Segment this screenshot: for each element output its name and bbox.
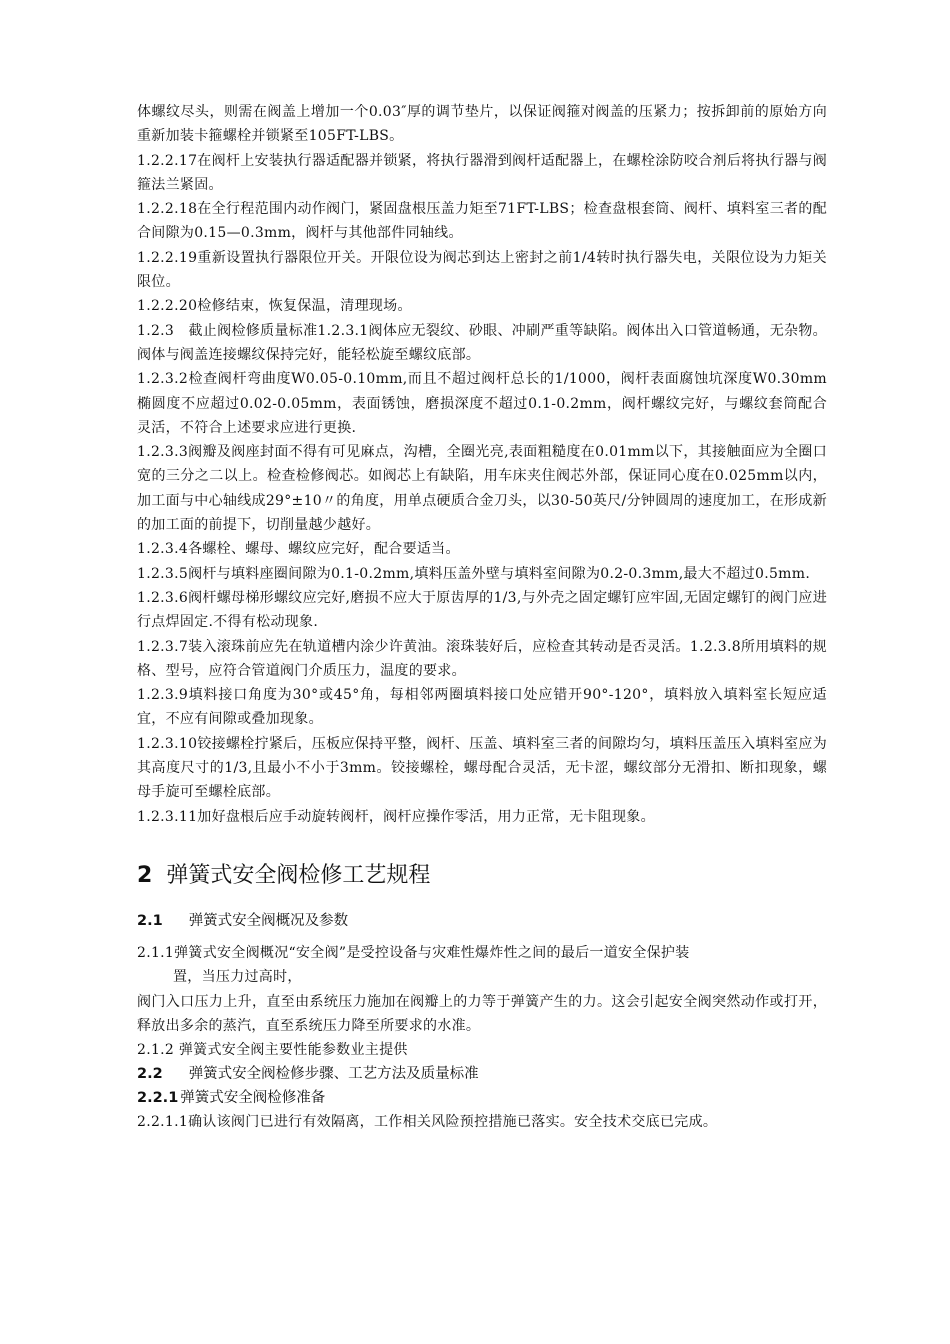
paragraph-2-1-2: 2.1.2 弹簧式安全阀主要性能参数业主提供 [137,1042,408,1059]
section-number: 2.2.1 [137,1090,179,1107]
document-body [137,100,827,1135]
paragraph-1-2-2-19: 1.2.2.19重新设置执行器限位开关。开限位设为阀芯到达上密封之前1/4转时执行器失电，关限位设为力矩关限位。 [137,249,827,291]
paragraph-1-2-2-20: 1.2.2.20检修结束，恢复保温，清理现场。 [137,298,412,315]
paragraph-2-1-1-line2: 置，当压力过高时， [173,969,302,986]
section-title: 弹簧式安全阀检修工艺规程 [166,862,431,888]
section-title: 弹簧式安全阀检修准备 [180,1090,326,1107]
paragraph-2-1-1-line1: 2.1.1弹簧式安全阀概况“安全阀”是受控设备与灾难性爆炸性之间的最后一道安全保护装 [137,944,690,961]
section-heading-2-2 [137,1062,827,1086]
paragraph-1-2-2-17: 1.2.2.17在阀杆上安装执行器适配器并锁紧，将执行器滑到阀杆适配器上，在螺栓涂防咬合剂后将执行器与阀箍法兰紧固。 [137,152,827,193]
section-heading-2 [137,861,827,891]
section-title: 弹簧式安全阀检修步骤、工艺方法及质量标准 [188,1066,479,1083]
section-heading-2-2-1 [137,1086,827,1110]
paragraph-1-2-2-18: 1.2.2.18在全行程范围内动作阀门，紧固盘根压盖力矩至71FT-LBS；检查盘根套筒、阀杆、填料室三者的配合间隙为0.15—0.3mm，阀杆与其他部件同轴线。 [137,201,827,242]
section-title: 弹簧式安全阀概况及参数 [188,912,349,929]
paragraph-1-2-3-6: 1.2.3.6阀杆螺母梯形螺纹应完好,磨损不应大于原齿厚的1/3,与外壳之固定螺钉应牢固,无固定螺钉的阀门应进行点焊固定.不得有松动现象. [137,589,827,631]
paragraph-1-2-3-2: 1.2.3.2检查阀杆弯曲度W0.05-0.10mm,而且不超过阀杆总长的1/1000，阀杆表面腐蚀坑深度W0.30mm椭圆度不应超过0.02-0.05mm，表面锈蚀，磨损深度不超过0.1-0.2mm，阀杆螺纹完好，与螺纹套筒配合灵活，不符合上述要求应进行更换. [137,371,827,436]
section-number: 2.2 [137,1066,163,1083]
paragraph-valve-cover-shim: 体螺纹尽头，则需在阀盖上增加一个0.03″厚的调节垫片，以保证阀箍对阀盖的压紧力；按拆卸前的原始方向重新加装卡箍螺栓并锁紧至105FT-LBS。 [137,104,827,145]
paragraph-1-2-3-9: 1.2.3.9填料接口角度为30°或45°角，每相邻两圈填料接口处应错开90°-120°，填料放入填料室长短应适宜，不应有间隙或叠加现象。 [137,687,827,728]
section-heading-2-1 [137,909,827,933]
paragraph-1-2-3: 1.2.3 截止阀检修质量标准1.2.3.1阀体应无裂纹、砂眼、冲刷严重等缺陷。阀体出入口管道畅通，无杂物。阀体与阀盖连接螺纹保持完好，能轻松旋至螺纹底部。 [137,322,827,363]
paragraph-1-2-3-4: 1.2.3.4各螺栓、螺母、螺纹应完好，配合要适当。 [137,541,460,558]
section-number: 2 [137,862,153,888]
paragraph-1-2-3-3: 1.2.3.3阀瓣及阀座封面不得有可见麻点，沟槽，全圈光亮,表面粗糙度在0.01mm以下，其接触面应为全圈口宽的三分之二以上。检查检修阀芯。如阀芯上有缺陷，用车床夹住阀芯外部，保证同心度在0.025mm以内，加工面与中心轴线成29°±10〃的角度，用单点硬质合金刀头，以30-50英尺/分钟圆周的速度加工，在形成新的加工面的前提下，切削量越少越好。 [137,444,827,534]
paragraph-2-1-1-body: 阀门入口压力上升，直至由系统压力施加在阀瓣上的力等于弹簧产生的力。这会引起安全阀突然动作或打开，释放出多余的蒸汽，直至系统压力降至所要求的水准。 [137,993,827,1034]
section-number: 2.1 [137,912,163,929]
paragraph-1-2-3-10: 1.2.3.10铰接螺栓拧紧后，压板应保持平整，阀杆、压盖、填料室三者的间隙均匀，填料压盖压入填料室应为其高度尺寸的1/3,且最小不小于3mm。铰接螺栓，螺母配合灵活，无卡涩，螺纹部分无滑扣、断扣现象，螺母手旋可至螺栓底部。 [137,735,827,801]
paragraph-2-2-1-1: 2.2.1.1确认该阀门已进行有效隔离，工作相关风险预控措施已落实。安全技术交底已完成。 [137,1114,718,1131]
paragraph-1-2-3-7: 1.2.3.7装入滚珠前应先在轨道槽内涂少许黄油。滚珠装好后，应检查其转动是否灵活。1.2.3.8所用填料的规格、型号，应符合管道阀门介质压力，温度的要求。 [137,638,827,679]
paragraph-1-2-3-5: 1.2.3.5阀杆与填料座圈间隙为0.1-0.2mm,填料压盖外壁与填料室间隙为0.2-0.3mm,最大不超过0.5mm. [137,565,811,582]
paragraph-1-2-3-11: 1.2.3.11加好盘根后应手动旋转阀杆，阀杆应操作零活，用力正常，无卡阻现象。 [137,808,655,825]
